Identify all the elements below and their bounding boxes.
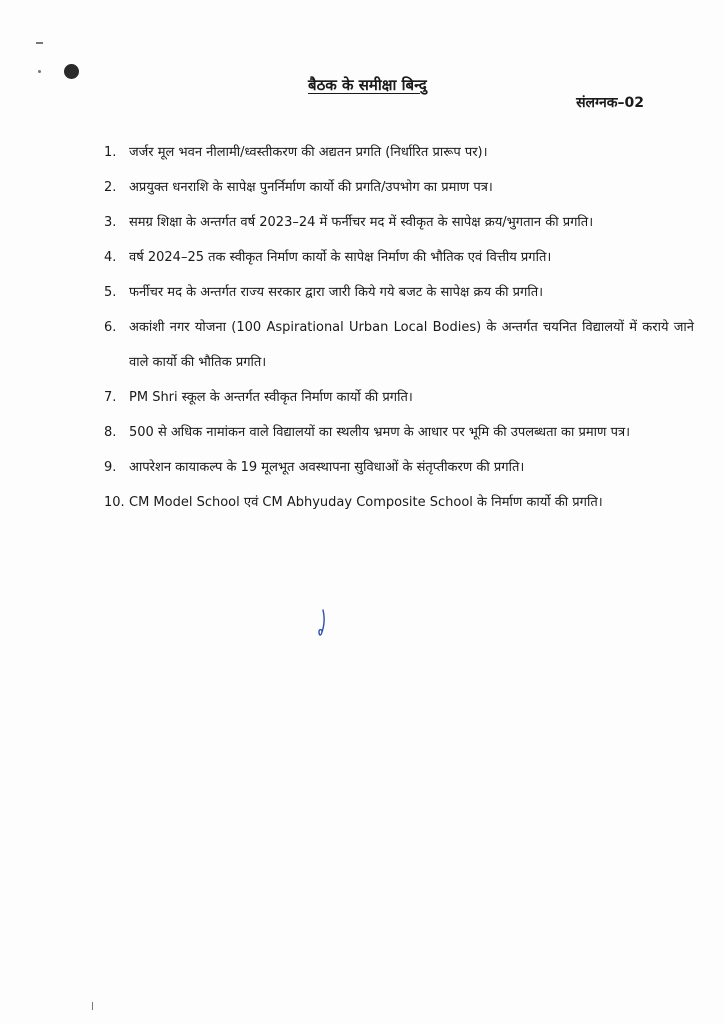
point-text: CM Model School एवं CM Abhyuday Composite School के निर्माण कार्यो की प्रगति। — [129, 495, 603, 510]
list-item — [104, 240, 694, 275]
scan-speck — [92, 1002, 93, 1010]
point-text: अकांशी नगर योजना (100 Aspirational Urban Local Bodies) के अन्तर्गत चयनित विद्यालयों में कराये जाने वाले कार्यो की भौतिक प्रगति। — [129, 320, 694, 370]
point-number: 1. — [104, 145, 117, 160]
review-points-list — [104, 135, 694, 520]
point-text: समग्र शिक्षा के अन्तर्गत वर्ष 2023–24 में फर्नीचर मद में स्वीकृत के सापेक्ष क्रय/भुगतान की प्रगति। — [129, 215, 594, 230]
point-number: 5. — [104, 285, 117, 300]
point-number: 3. — [104, 215, 117, 230]
pen-mark-icon — [318, 608, 326, 638]
point-number: 9. — [104, 460, 117, 475]
list-item — [104, 275, 694, 310]
list-item — [104, 205, 694, 240]
point-number: 2. — [104, 180, 117, 195]
annex-label: संलग्नक–02 — [576, 95, 644, 111]
point-text: आपरेशन कायाकल्प के 19 मूलभूत अवस्थापना सुविधाओं के संतृप्तीकरण की प्रगति। — [129, 460, 525, 475]
point-number: 6. — [104, 320, 117, 335]
point-text: 500 से अधिक नामांकन वाले विद्यालयों का स्थलीय भ्रमण के आधार पर भूमि की उपलब्धता का प्रमाण पत्र। — [129, 425, 631, 440]
scan-speck — [36, 42, 43, 44]
list-item — [104, 415, 694, 450]
list-item — [104, 485, 694, 520]
point-number: 4. — [104, 250, 117, 265]
scan-speck — [38, 70, 41, 73]
list-item — [104, 170, 694, 205]
point-text: अप्रयुक्त धनराशि के सापेक्ष पुनर्निर्माण कार्यो की प्रगति/उपभोग का प्रमाण पत्र। — [129, 180, 493, 195]
punch-hole-mark — [64, 64, 79, 79]
point-number: 10. — [104, 495, 125, 510]
point-number: 8. — [104, 425, 117, 440]
list-item — [104, 450, 694, 485]
point-text: फर्नीचर मद के अन्तर्गत राज्य सरकार द्वारा जारी किये गये बजट के सापेक्ष क्रय की प्रगति। — [129, 285, 544, 300]
list-item — [104, 135, 694, 170]
point-text: जर्जर मूल भवन नीलामी/ध्वस्तीकरण की अद्यतन प्रगति (निर्धारित प्रारूप पर)। — [129, 145, 488, 160]
point-number: 7. — [104, 390, 117, 405]
document-title: बैठक के समीक्षा बिन्दु — [308, 76, 427, 94]
point-text: वर्ष 2024–25 तक स्वीकृत निर्माण कार्यो के सापेक्ष निर्माण की भौतिक एवं वित्तीय प्रगति। — [129, 250, 552, 265]
list-item — [104, 380, 694, 415]
list-item — [104, 310, 694, 380]
point-text: PM Shri स्कूल के अन्तर्गत स्वीकृत निर्माण कार्यो की प्रगति। — [129, 390, 413, 405]
